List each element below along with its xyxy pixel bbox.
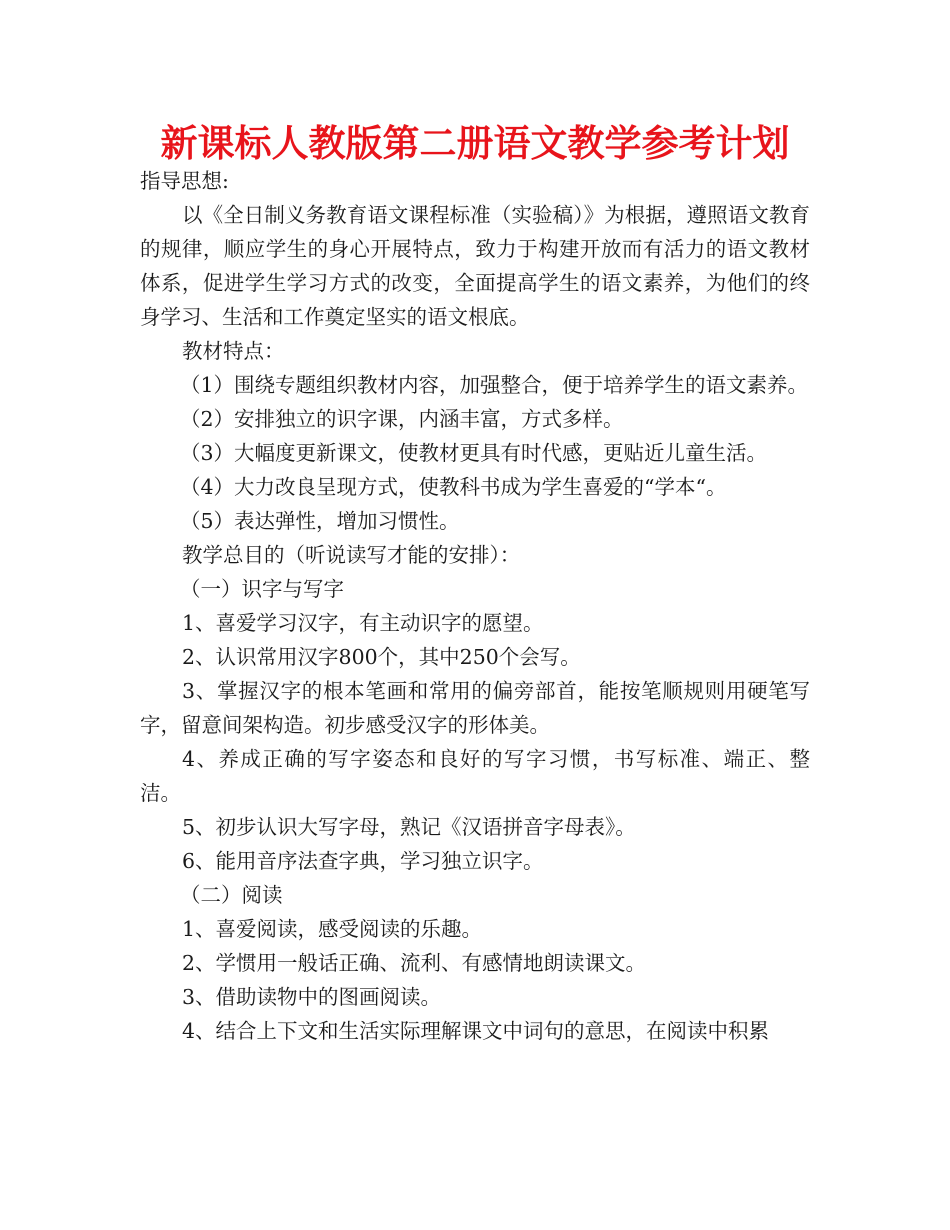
feature-item-1: （1）围绕专题组织教材内容，加强整合，便于培养学生的语文素养。 xyxy=(180,373,809,397)
reading-item-4: 4、结合上下文和生活实际理解课文中词句的意思，在阅读中积累 xyxy=(182,1019,770,1043)
feature-item-4: （4）大力改良呈现方式，使教科书成为学生喜爱的“学本“。 xyxy=(180,475,727,499)
feature-item-3: （3）大幅度更新课文，使教材更具有时代感，更贴近儿童生活。 xyxy=(180,441,768,465)
literacy-item-2: 2、认识常用汉字800个，其中250个会写。 xyxy=(182,645,581,669)
literacy-item-3: 3、掌握汉字的根本笔画和常用的偏旁部首，能按笔顺规则用硬笔写字，留意间架构造。初步感受汉字的形体美。 xyxy=(140,679,810,737)
literacy-item-4: 4、养成正确的写字姿态和良好的写字习惯，书写标准、端正、整洁。 xyxy=(140,747,810,805)
section-heading-guiding-ideas: 指导思想: xyxy=(140,169,229,193)
feature-item-2: （2）安排独立的识字课，内涵丰富，方式多样。 xyxy=(180,407,624,431)
paragraph-guiding-ideas: 以《全日制义务教育语文课程标准（实验稿）》为根据，遵照语文教育的规律，顺应学生的身心开展特点，致力于构建开放而有活力的语文教材体系，促进学生学习方式的改变，全面提高学生的语文素养，为他们的终身学习、生活和工作奠定坚实的语文根底。 xyxy=(140,203,810,329)
reading-item-2: 2、学惯用一般话正确、流利、有感情地朗读课文。 xyxy=(182,951,647,975)
document-body xyxy=(140,164,810,1048)
feature-item-5: （5）表达弹性，增加习惯性。 xyxy=(180,509,460,533)
reading-item-1: 1、喜爱阅读，感受阅读的乐趣。 xyxy=(182,917,483,941)
literacy-item-6: 6、能用音序法查字典，学习独立识字。 xyxy=(182,849,544,873)
literacy-item-5: 5、初步认识大写字母，熟记《汉语拼音字母表》。 xyxy=(182,815,636,839)
reading-item-3: 3、借助读物中的图画阅读。 xyxy=(182,985,442,1009)
subsection-heading-reading: （二）阅读 xyxy=(180,883,283,907)
literacy-item-1: 1、喜爱学习汉字，有主动识字的愿望。 xyxy=(182,611,544,635)
subsection-heading-literacy-writing: （一）识字与写字 xyxy=(180,577,344,601)
document-title: 新课标人教版第二册语文教学参考计划 xyxy=(160,122,790,165)
section-heading-teaching-goals: 教学总目的（听说读写才能的安排）： xyxy=(182,543,521,567)
section-heading-textbook-features: 教材特点： xyxy=(182,339,285,363)
